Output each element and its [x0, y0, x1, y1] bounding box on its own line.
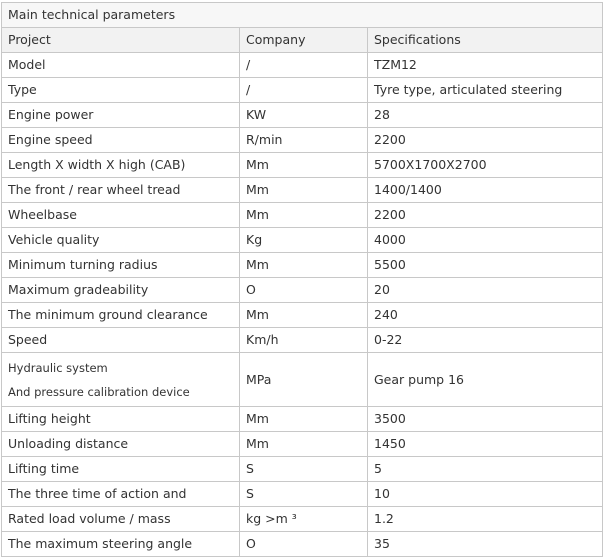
cell-specification: 4000 [368, 228, 603, 253]
cell-company: / [240, 78, 368, 103]
cell-specification: 28 [368, 103, 603, 128]
table-row [2, 53, 603, 78]
cell-company: S [240, 482, 368, 507]
table-row [2, 253, 603, 278]
cell-company: Mm [240, 178, 368, 203]
table-row [2, 303, 603, 328]
cell-project: Model [2, 53, 240, 78]
technical-parameters-table [1, 2, 603, 557]
cell-project-line: Hydraulic system [8, 360, 108, 375]
cell-project: Lifting time [2, 457, 240, 482]
cell-project [2, 353, 240, 407]
cell-company: KW [240, 103, 368, 128]
table-row [2, 532, 603, 557]
cell-specification: 5700X1700X2700 [368, 153, 603, 178]
cell-company: Mm [240, 303, 368, 328]
cell-company: Km/h [240, 328, 368, 353]
table-row [2, 153, 603, 178]
cell-specification: 5500 [368, 253, 603, 278]
cell-project: Speed [2, 328, 240, 353]
table-row [2, 78, 603, 103]
cell-specification: 1400/1400 [368, 178, 603, 203]
cell-project: Rated load volume / mass [2, 507, 240, 532]
cell-company: Mm [240, 253, 368, 278]
cell-company: S [240, 457, 368, 482]
cell-specification: Tyre type, articulated steering [368, 78, 603, 103]
cell-company: O [240, 278, 368, 303]
cell-company: / [240, 53, 368, 78]
cell-specification: 0-22 [368, 328, 603, 353]
table-row [2, 203, 603, 228]
cell-project: The minimum ground clearance [2, 303, 240, 328]
table-row [2, 228, 603, 253]
cell-project: Type [2, 78, 240, 103]
cell-specification: TZM12 [368, 53, 603, 78]
header-row [2, 28, 603, 53]
cell-specification: 20 [368, 278, 603, 303]
cell-project: Length X width X high (CAB) [2, 153, 240, 178]
cell-project: Wheelbase [2, 203, 240, 228]
cell-specification: 2200 [368, 203, 603, 228]
cell-project: The three time of action and [2, 482, 240, 507]
header-company: Company [240, 28, 368, 53]
table-row [2, 103, 603, 128]
cell-project: Engine speed [2, 128, 240, 153]
table-caption: Main technical parameters [2, 3, 603, 28]
cell-project: Unloading distance [2, 432, 240, 457]
cell-project: The maximum steering angle [2, 532, 240, 557]
cell-specification: 5 [368, 457, 603, 482]
caption-row [2, 3, 603, 28]
table-body [2, 3, 603, 557]
cell-specification: 3500 [368, 407, 603, 432]
table-row [2, 178, 603, 203]
table-row [2, 278, 603, 303]
table-row [2, 482, 603, 507]
cell-company: Mm [240, 432, 368, 457]
cell-project: Lifting height [2, 407, 240, 432]
cell-project: The front / rear wheel tread [2, 178, 240, 203]
cell-company: Kg [240, 228, 368, 253]
cell-company: Mm [240, 203, 368, 228]
table-row [2, 128, 603, 153]
cell-company: Mm [240, 407, 368, 432]
cell-company: Mm [240, 153, 368, 178]
cell-project: Maximum gradeability [2, 278, 240, 303]
header-specifications: Specifications [368, 28, 603, 53]
table-row [2, 457, 603, 482]
cell-company: R/min [240, 128, 368, 153]
cell-company: O [240, 532, 368, 557]
table-row [2, 507, 603, 532]
cell-specification: 1450 [368, 432, 603, 457]
cell-specification: 10 [368, 482, 603, 507]
table-row [2, 432, 603, 457]
table-row [2, 407, 603, 432]
cell-company: kg >m ³ [240, 507, 368, 532]
cell-project: Minimum turning radius [2, 253, 240, 278]
cell-specification: 1.2 [368, 507, 603, 532]
cell-specification: 2200 [368, 128, 603, 153]
header-project: Project [2, 28, 240, 53]
table-row [2, 353, 603, 407]
cell-project: Vehicle quality [2, 228, 240, 253]
cell-specification: 35 [368, 532, 603, 557]
cell-specification: 240 [368, 303, 603, 328]
cell-project: Engine power [2, 103, 240, 128]
cell-project-line: And pressure calibration device [8, 384, 190, 399]
cell-company: MPa [240, 353, 368, 407]
cell-specification: Gear pump 16 [368, 353, 603, 407]
table-row [2, 328, 603, 353]
